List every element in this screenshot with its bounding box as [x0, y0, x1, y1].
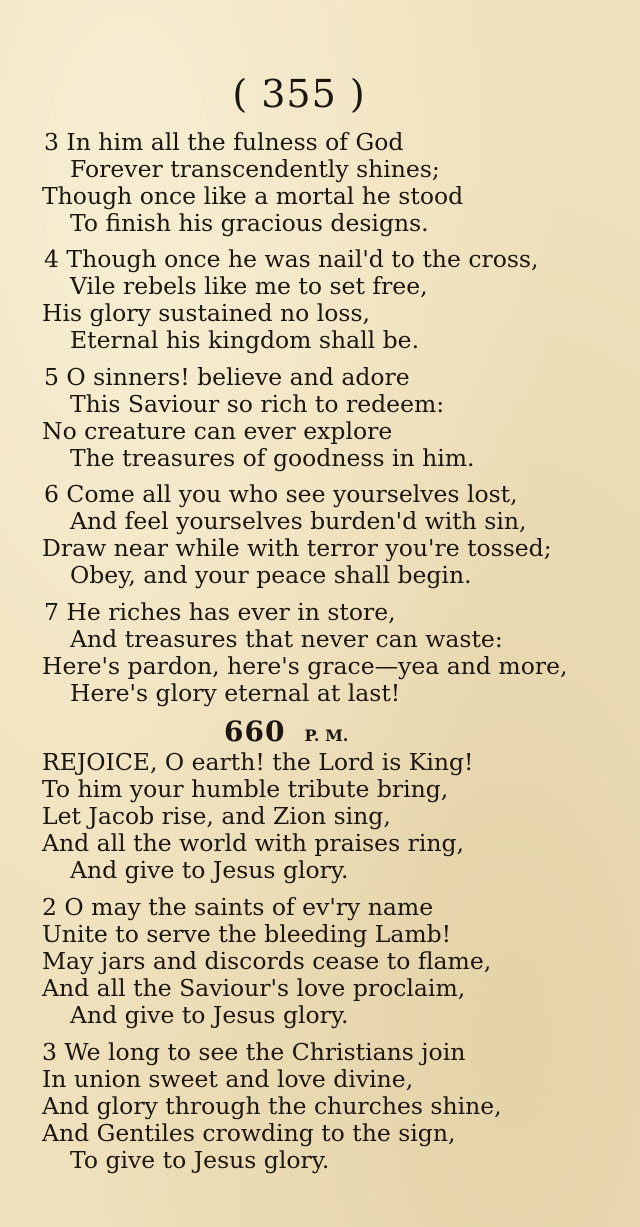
verse-line: Though once like a mortal he stood: [42, 182, 464, 210]
verse-line: 7 He riches has ever in store,: [44, 598, 396, 626]
verse-line: Draw near while with terror you're tossed;: [42, 534, 552, 562]
verse-line: 5 O sinners! believe and adore: [44, 363, 410, 391]
verse-line: And all the Saviour's love proclaim,: [42, 974, 466, 1002]
verse-line: And all the world with praises ring,: [42, 829, 464, 857]
verse-line: His glory sustained no loss,: [42, 299, 371, 327]
verse-line: To give to Jesus glory.: [70, 1146, 330, 1174]
verse-line: Eternal his kingdom shall be.: [70, 326, 420, 354]
verse-line: 3 We long to see the Christians join: [42, 1038, 466, 1066]
hymn-heading: [224, 715, 348, 748]
verse-line: 3 In him all the fulness of God: [44, 128, 404, 156]
verse-line: To him your humble tribute bring,: [42, 775, 449, 803]
verse-line: Let Jacob rise, and Zion sing,: [42, 802, 391, 830]
verse-line: Obey, and your peace shall begin.: [70, 561, 472, 589]
verse-line: 6 Come all you who see yourselves lost,: [44, 480, 518, 508]
verse-line: No creature can ever explore: [42, 417, 393, 445]
verse-line: And Gentiles crowding to the sign,: [42, 1119, 456, 1147]
hymn-number: 660: [224, 715, 286, 748]
verse-line: Unite to serve the bleeding Lamb!: [42, 920, 452, 948]
verse-line: And feel yourselves burden'd with sin,: [70, 507, 527, 535]
verse-line: And give to Jesus glory.: [70, 856, 349, 884]
verse-line: And give to Jesus glory.: [70, 1001, 349, 1029]
verse-line: REJOICE, O earth! the Lord is King!: [42, 748, 474, 776]
verse-line: Here's glory eternal at last!: [70, 679, 401, 707]
hymn-meter: P. M.: [304, 726, 349, 745]
verse-line: Here's pardon, here's grace—yea and more,: [42, 652, 568, 680]
verse-line: Vile rebels like me to set free,: [70, 272, 428, 300]
verse-line: 2 O may the saints of ev'ry name: [42, 893, 434, 921]
verse-line: To finish his gracious designs.: [70, 209, 429, 237]
verse-line: This Saviour so rich to redeem:: [70, 390, 445, 418]
verse-line: Forever transcendently shines;: [70, 155, 440, 183]
verse-line: 4 Though once he was nail'd to the cross,: [44, 245, 539, 273]
verse-line: And treasures that never can waste:: [70, 625, 503, 653]
verse-line: And glory through the churches shine,: [42, 1092, 502, 1120]
verse-line: The treasures of goodness in him.: [70, 444, 475, 472]
verse-line: In union sweet and love divine,: [42, 1065, 414, 1093]
verse-line: May jars and discords cease to flame,: [42, 947, 492, 975]
page-number: ( 355 ): [232, 72, 366, 116]
